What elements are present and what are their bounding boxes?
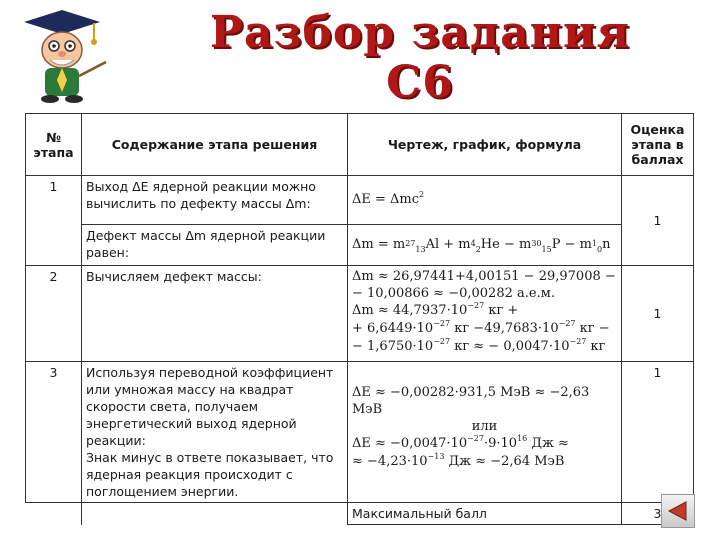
- row3-num: 3: [26, 362, 82, 503]
- row1-text2: Дефект массы Δm ядерной реакции равен:: [82, 225, 348, 266]
- row1-num: 1: [26, 176, 82, 266]
- row3-score: 1: [622, 362, 694, 503]
- title-line-2: С6: [386, 57, 454, 108]
- row3-text: Используя переводной коэффициент или умножая массу на квадрат скорости света, получаем энергетический выход ядерной реакции: Знак минус в ответе показывает, что ядерная реакция происходит с поглощением энергии.: [82, 362, 348, 503]
- row2-text: Вычисляем дефект массы:: [82, 266, 348, 362]
- solution-table: [25, 113, 694, 525]
- back-arrow-icon: [666, 499, 690, 523]
- header-step: № этапа: [26, 114, 82, 176]
- row3-formula: ΔE ≈ −0,00282·931,5 МэВ ≈ −2,63 МэВ или $\Delta E \approx -0,0047\cdot 10^{-27}\cdot 9\cdot 10^{16}$ Дж ≈ ≈ $-4,23\cdot 10^{-13}$ Дж ≈ −2,64 МэВ: [348, 362, 622, 503]
- table-row: [26, 362, 694, 503]
- row2-num: 2: [26, 266, 82, 362]
- row1-text1: Выход ΔE ядерной реакции можно вычислить по дефекту массы Δm:: [82, 176, 348, 225]
- row2-formula: Δm ≈ 26,97441+4,00151 − 29,97008 − − 10,00866 ≈ −0,00282 а.е.м. $\Delta m \approx 44,7937\cdot 10^{-27}$ кг + + $6,6449\cdot 10^{-27}$ кг $-49,7683\cdot 10^{-27}$ кг − − $1,6750\cdot 10^{-27}$ кг ≈ − $0,0047\cdot 10^{-27}$ кг: [348, 266, 622, 362]
- header-content: Содержание этапа решения: [82, 114, 348, 176]
- row1-formula2: $\Delta m = m_{2713}Al + m_{42}He - m_{3015}P - m_{10}n$: [348, 225, 622, 266]
- max-score-value: 3: [622, 503, 694, 525]
- row2-score: 1: [622, 266, 694, 362]
- table-row: [26, 266, 694, 362]
- max-score-label: Максимальный балл: [348, 503, 622, 525]
- table-row: [26, 176, 694, 225]
- row1-formula1: ΔE = Δmc$^2$: [348, 176, 622, 225]
- back-button[interactable]: [661, 494, 695, 528]
- header-formula: Чертеж, график, формула: [348, 114, 622, 176]
- row1-score: 1: [622, 176, 694, 266]
- table-row: [26, 225, 694, 266]
- header-score: Оценка этапа в баллах: [622, 114, 694, 176]
- professor-mascot-icon: [12, 4, 112, 104]
- title-line-1: Разбор задания: [209, 7, 631, 58]
- table-row-max: [26, 503, 694, 525]
- page-title: [190, 8, 650, 108]
